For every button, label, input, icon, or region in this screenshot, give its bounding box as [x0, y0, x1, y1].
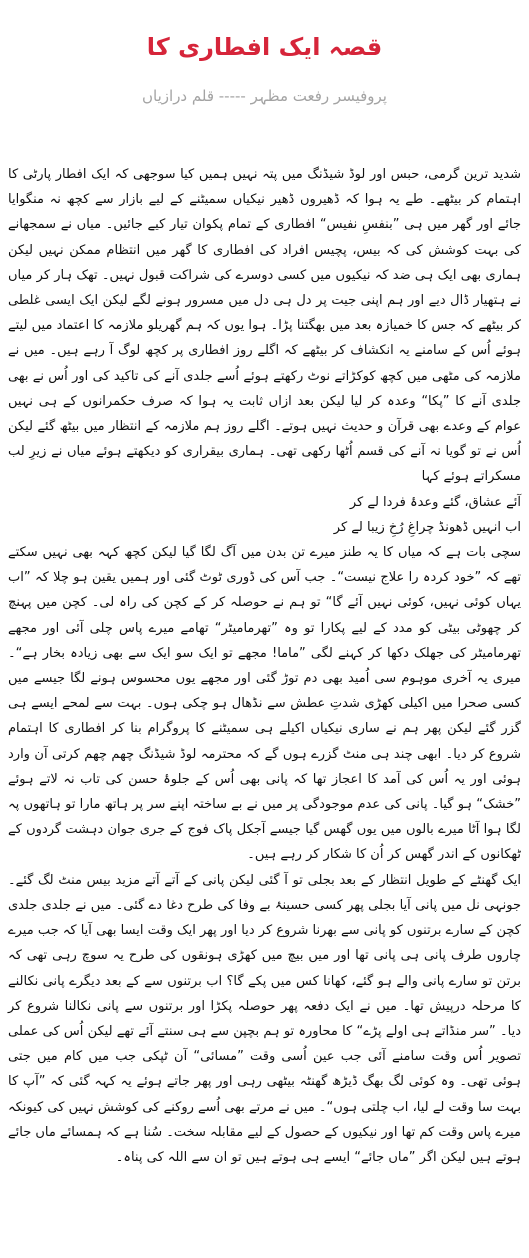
- poetry-verse-line: آئے عشاق، گئے وعدۂ فردا لے کر: [349, 494, 521, 510]
- article-paragraph: ایک گھنٹے کے طویل انتظار کے بعد بجلی تو آ گئی لیکن پانی کے آتے آتے مزید بیس منٹ لگ گئے۔ جونہی نل میں پانی آیا بجلی پھر کسی حسینۂ بے وفا کی طرح دغا دے گئی۔ میں نے جلدی جلدی کچن کے سارے برتنوں کو پانی سے بھرنا شروع کر دیا اور پھر ایک وقت ایسا بھی آیا کہ جب میرے چاروں طرف پانی ہی پانی تھا اور میں بیچ میں کھڑی ہونقوں کی طرح یہ سوچ رہی تھی کہ برتن تو سارے پانی والے ہو گئے، کھانا کس میں پکے گا؟ اب برتنوں سے کے بعد دیگرے پانی نکالنے کا مرحلہ درپیش تھا۔ میں نے ایک دفعہ پھر حوصلہ پکڑا اور برتنوں سے پانی نکالنا شروع کر دیا۔ ”سر منڈاتے ہی اولے پڑے“ کا محاورہ تو ہم بچپن سے ہی سنتے آئے تھے لیکن اُس کی عملی تصویر اُس وقت سامنے آئی جب عین اُسی وقت ”مسائی“ آن ٹپکی جب میں کام میں جتی ہوئی تھی۔ وہ کوئی لگ بھگ ڈیڑھ گھنٹہ بیٹھی رہی اور پھر جاتے ہوئے یہ کہہ گئی کہ ”آپ کا بہت سا وقت لے لیا، اب چلتی ہوں“۔ میں نے مرتے بھی اُسے روکنے کی کوشش نہیں کی کیونکہ میرے پاس وقت کم تھا اور نیکیوں کے حصول کے لیے مقابلہ سخت۔ سُنا ہے کہ ہمسائے ماں جائے ہوتے ہیں لیکن اگر ”ماں جائے“ ایسے ہی ہوتے ہیں تو ان سے اللہ کی پناہ۔: [8, 872, 521, 1165]
- article-body: [8, 162, 521, 1170]
- article-title: قصہ ایک افطاری کا: [146, 33, 383, 61]
- poetry-verse-line: اب انہیں ڈھونڈ چراغِ رُخِ زیبا لے کر: [333, 519, 521, 535]
- article-byline: پروفیسر رفعت مظہر ----- قلم درازیاں: [142, 87, 387, 105]
- article-paragraph: شدید ترین گرمی، حبس اور لوڈ شیڈنگ میں پتہ نہیں ہمیں کیا سوجھی کہ ایک افطار پارٹی کا اہتمام کر بیٹھے۔ طے یہ ہوا کہ ڈھیروں ڈھیر نیکیاں سمیٹنے کے لیے بازار سے کچھ نہ منگوایا جائے اور گھر میں ہی ”بنفسِ نفیس“ افطاری کے تمام پکوان تیار کیے جائیں۔ میاں نے سمجھانے کی بہت کوشش کی کہ بیس، پچیس افراد کی افطاری کا گھر میں انتظام ممکن نہیں لیکن ہماری بھی ایک ہی ضد کہ نیکیوں میں کسی دوسرے کی شراکت قبول نہیں۔ تھک ہار کر میاں نے ہتھیار ڈال دیے اور ہم اپنی جیت پر دل ہی دل میں مسرور ہونے لگے لیکن ایک ایسی غلطی کر بیٹھے کہ جس کا خمیازہ بعد میں بھگتنا پڑا۔ ہوا یوں کہ ہم گھریلو ملازمہ کا اعتماد میں لیتے ہوئے اُس کے سامنے یہ انکشاف کر بیٹھے کہ اگلے روز افطاری پر کچھ لوگ آ رہے ہیں۔ میں نے ملازمہ کی مٹھی میں کچھ کوکڑاتے نوٹ رکھتے ہوئے اُسے جلدی آنے کی تاکید کی اور اُس نے بھی جلدی آنے کا ”پکا“ وعدہ کر لیا لیکن بعد ازاں ثابت یہ ہوا کہ صرف حکمرانوں کے ہی نہیں عوام کے وعدے بھی قرآن و حدیث نہیں ہوتے۔ اگلے روز ہم ملازمہ کے انتظار میں بیٹھ گئے لیکن اُس نے تو گویا نہ آنے کی قسم اُٹھا رکھی تھی۔ ہماری بیقراری کو دیکھتے ہوئے میاں نے زیرِ لب مسکراتے ہوئے کہا: [8, 167, 521, 485]
- article-paragraph: سچی بات ہے کہ میاں کا یہ طنز میرے تن بدن میں آگ لگا گیا لیکن کچھ کہہ بھی نہیں سکتے تھے کہ ”خود کردہ را علاج نیست“۔ جب آس کی ڈوری ٹوٹ گئی اور ہمیں یقین ہو چلا کہ ”اب یہاں کوئی نہیں، کوئی نہیں آئے گا“ تو ہم نے حوصلہ کر کے کچن کی راہ لی۔ کچن میں پہنچ کر چھوٹی بیٹی کو مدد کے لیے پکارا تو وہ ”تھرمامیٹر“ تھامے میرے پاس چلی آئی اور مجھے تھرمامیٹر کی جھلک دکھا کر کہنے لگی ”ماما! مجھے تو ایک سو ایک سے بھی زیادہ بخار ہے“۔ میری یہ آخری موہوم سی اُمید بھی دم توڑ گئی اور مجھے یوں محسوس ہونے لگا جیسے میں کسی صحرا میں اکیلی کھڑی شدتِ عطش سے نڈھال ہو چکی ہوں۔ بہت سے لمحے ایسے ہی گزر گئے لیکن پھر ہم نے ساری نیکیاں اکیلے ہی سمیٹنے کا پروگرام بنا کر افطاری کا اہتمام شروع کر دیا۔ ابھی چند ہی منٹ گزرے ہوں گے کہ محترمہ لوڈ شیڈنگ چھم چھم کرتی آن وارد ہوئی اور یہ اُس کی آمد کا اعجاز تھا کہ پانی بھی اُس کے جلوۂ حسن کی تاب نہ لاتے ہوئے ”خشک“ ہو گیا۔ پانی کی عدم موجودگی پر میں نے بے ساختہ اپنے سر پر ہاتھ مارا تو ہاتھوں پہ لگا ہوا آٹا میرے بالوں میں یوں گھس گیا جیسے آجکل پاک فوج کے جری جوان دہشت گردوں کے ٹھکانوں کے اندر گھس کر اُن کا شکار کر رہے ہیں۔: [8, 545, 521, 863]
